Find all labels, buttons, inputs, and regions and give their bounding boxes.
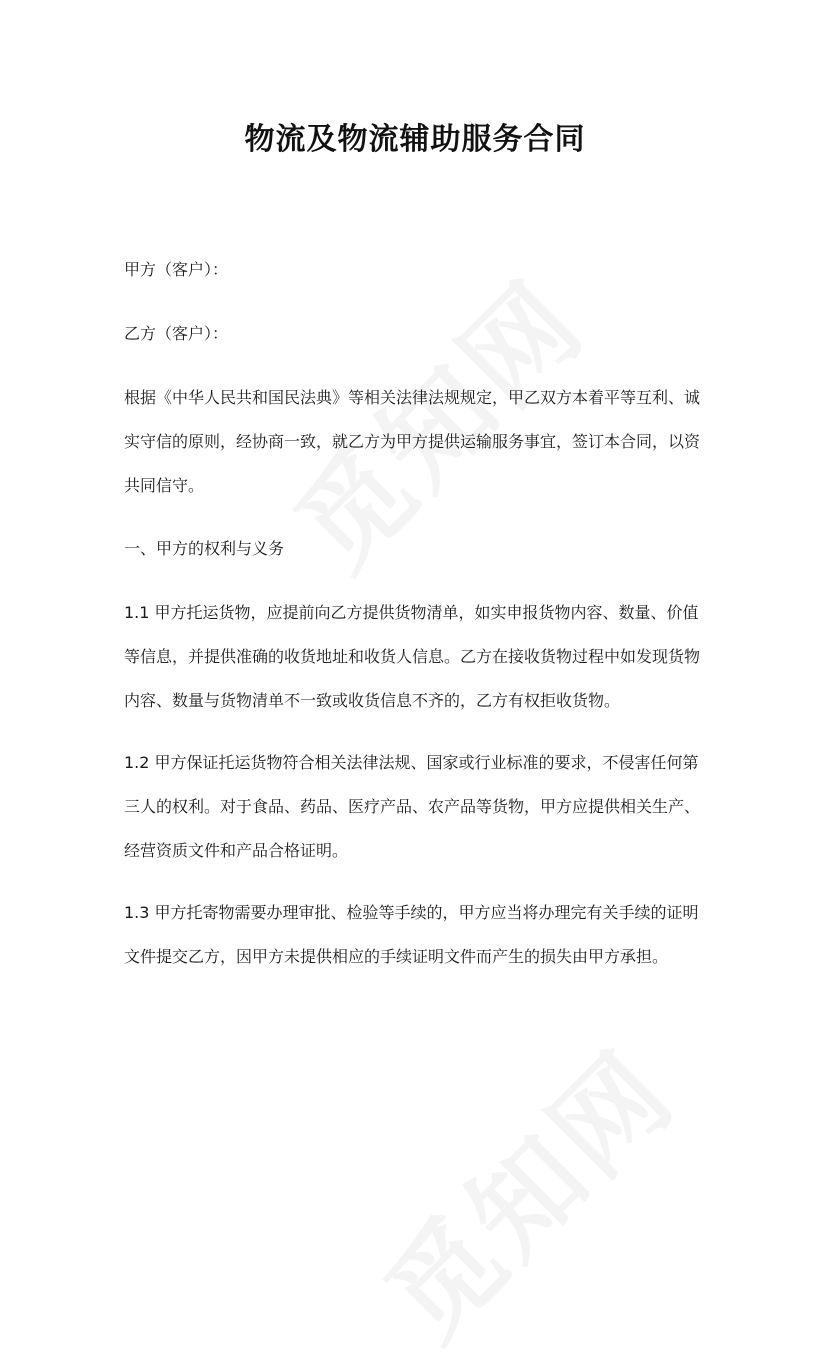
watermark [345, 1010, 703, 1368]
section-heading: 一、甲方的权利与义务 [124, 539, 285, 558]
preamble-paragraph: 根据《中华人民共和国民法典》等相关法律法规规定，甲乙双方本着平等互利、诚实守信的原则，经协商一致，就乙方为甲方提供运输服务事宜，签订本合同，以资共同信守。 [124, 388, 701, 495]
clause-1-3: 1.3 甲方托寄物需要办理审批、检验等手续的，甲方应当将办理完有关手续的证明文件提交乙方，因甲方未提供相应的手续证明文件而产生的损失由甲方承担。 [124, 903, 699, 966]
party-a-line: 甲方（客户）： [124, 260, 229, 279]
clause-1-2: 1.2 甲方保证托运货物符合相关法律法规、国家或行业标准的要求，不侵害任何第三人的权利。对于食品、药品、医疗产品、农产品等货物，甲方应提供相关生产、经营资质文件和产品合格证明。 [124, 753, 701, 860]
clause-1-1: 1.1 甲方托运货物，应提前向乙方提供货物清单，如实申报货物内容、数量、价值等信息，并提供准确的收货地址和收货人信息。乙方在接收货物过程中如发现货物内容、数量与货物清单不一致或收货信息不齐的，乙方有权拒收货物。 [124, 603, 701, 710]
party-b-line: 乙方（客户）： [124, 324, 229, 343]
document-title: 物流及物流辅助服务合同 [244, 122, 586, 157]
